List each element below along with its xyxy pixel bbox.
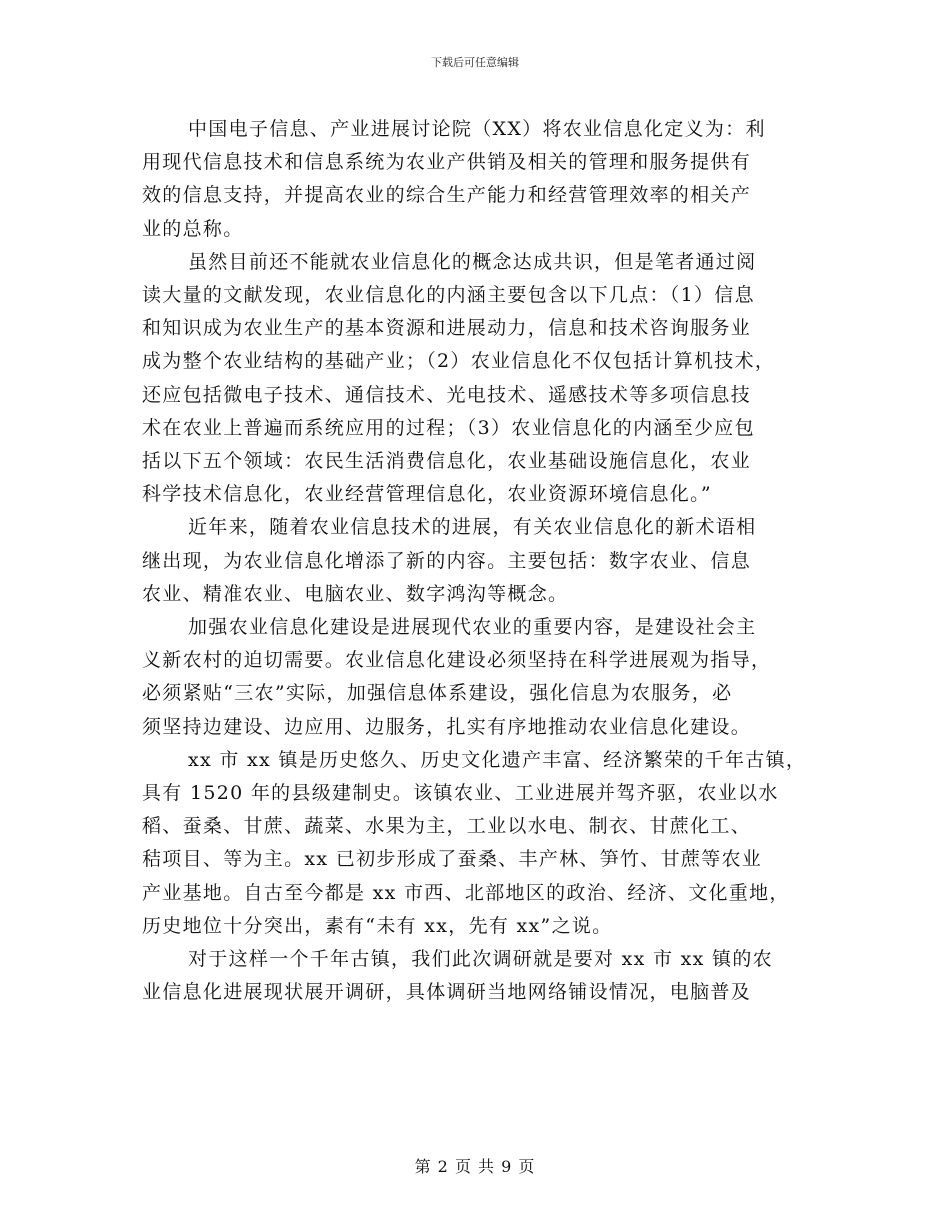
text-line: 括以下五个领域：农民生活消费信息化，农业基础设施信息化，农业 (142, 450, 752, 473)
text-line: 用现代信息技术和信息系统为农业产供销及相关的管理和服务提供有 (142, 151, 752, 174)
text-line: 业信息化进展现状展开调研，具体调研当地网络铺设情况，电脑普及 (142, 981, 752, 1004)
document-body (142, 113, 810, 1009)
text-line: 对于这样一个千年古镇，我们此次调研就是要对 xx 市 xx 镇的农 (188, 948, 773, 971)
paragraph-new-terms (142, 511, 810, 611)
text-line: 和知识成为农业生产的基本资源和进展动力，信息和技术咨询服务业 (142, 317, 752, 340)
text-line: 继出现，为农业信息化增添了新的内容。主要包括：数字农业、信息 (142, 549, 752, 572)
text-line: 加强农业信息化建设是进展现代农业的重要内容，是建设社会主 (188, 616, 757, 639)
paragraph-town-profile (142, 744, 810, 943)
text-line: 历史地位十分突出，素有“未有 xx，先有 xx”之说。 (142, 914, 613, 937)
text-line: xx 市 xx 镇是历史悠久、历史文化遗产丰富、经济繁荣的千年古镇， (188, 748, 807, 771)
text-line: 须坚持边建设、边应用、边服务，扎实有序地推动农业信息化建设。 (142, 715, 752, 738)
page-header-note: 下载后可任意编辑 (431, 56, 519, 69)
text-line: 业的总称。 (142, 217, 244, 240)
text-line: 农业、精准农业、电脑农业、数字鸿沟等概念。 (142, 582, 569, 605)
text-line: 虽然目前还不能就农业信息化的概念达成共识，但是笔者通过阅 (188, 250, 757, 273)
text-line: 中国电子信息、产业进展讨论院（XX）将农业信息化定义为：利 (188, 118, 766, 140)
page-number-footer: 第 2 页 共 9 页 (414, 1157, 536, 1176)
paragraph-construction (142, 611, 810, 744)
text-line: 近年来，随着农业信息技术的进展，有关农业信息化的新术语相 (188, 516, 757, 539)
text-line: 具有 1520 年的县级建制史。该镇农业、工业进展并驾齐驱，农业以水 (142, 782, 779, 805)
text-line: 义新农村的迫切需要。农业信息化建设必须坚持在科学进展观为指导， (142, 649, 772, 672)
text-line: 读大量的文献发现，农业信息化的内涵主要包含以下几点：（1）信息 (142, 284, 755, 307)
paragraph-connotation (142, 246, 810, 512)
text-line: 还应包括微电子技术、通信技术、光电技术、遥感技术等多项信息技 (142, 383, 752, 406)
text-line: 稻、蚕桑、甘蔗、蔬菜、水果为主，工业以水电、制衣、甘蔗化工、 (142, 815, 752, 838)
paragraph-definition (142, 113, 810, 246)
text-line: 术在农业上普遍而系统应用的过程；（3）农业信息化的内涵至少应包 (142, 416, 755, 439)
text-line: 效的信息支持，并提高农业的综合生产能力和经营管理效率的相关产 (142, 184, 752, 207)
text-line: 科学技术信息化，农业经营管理信息化，农业资源环境信息化。” (142, 483, 712, 506)
text-line: 成为整个农业结构的基础产业；（2）农业信息化不仅包括计算机技术， (142, 350, 776, 373)
text-line: 产业基地。自古至今都是 xx 市西、北部地区的政治、经济、文化重地， (142, 881, 790, 904)
paragraph-research-goal (142, 943, 810, 1009)
text-line: 必须紧贴“三农”实际，加强信息体系建设，强化信息为农服务，必 (142, 682, 733, 705)
text-line: 秸项目、等为主。xx 已初步形成了蚕桑、丰产林、笋竹、甘蔗等农业 (142, 848, 763, 871)
